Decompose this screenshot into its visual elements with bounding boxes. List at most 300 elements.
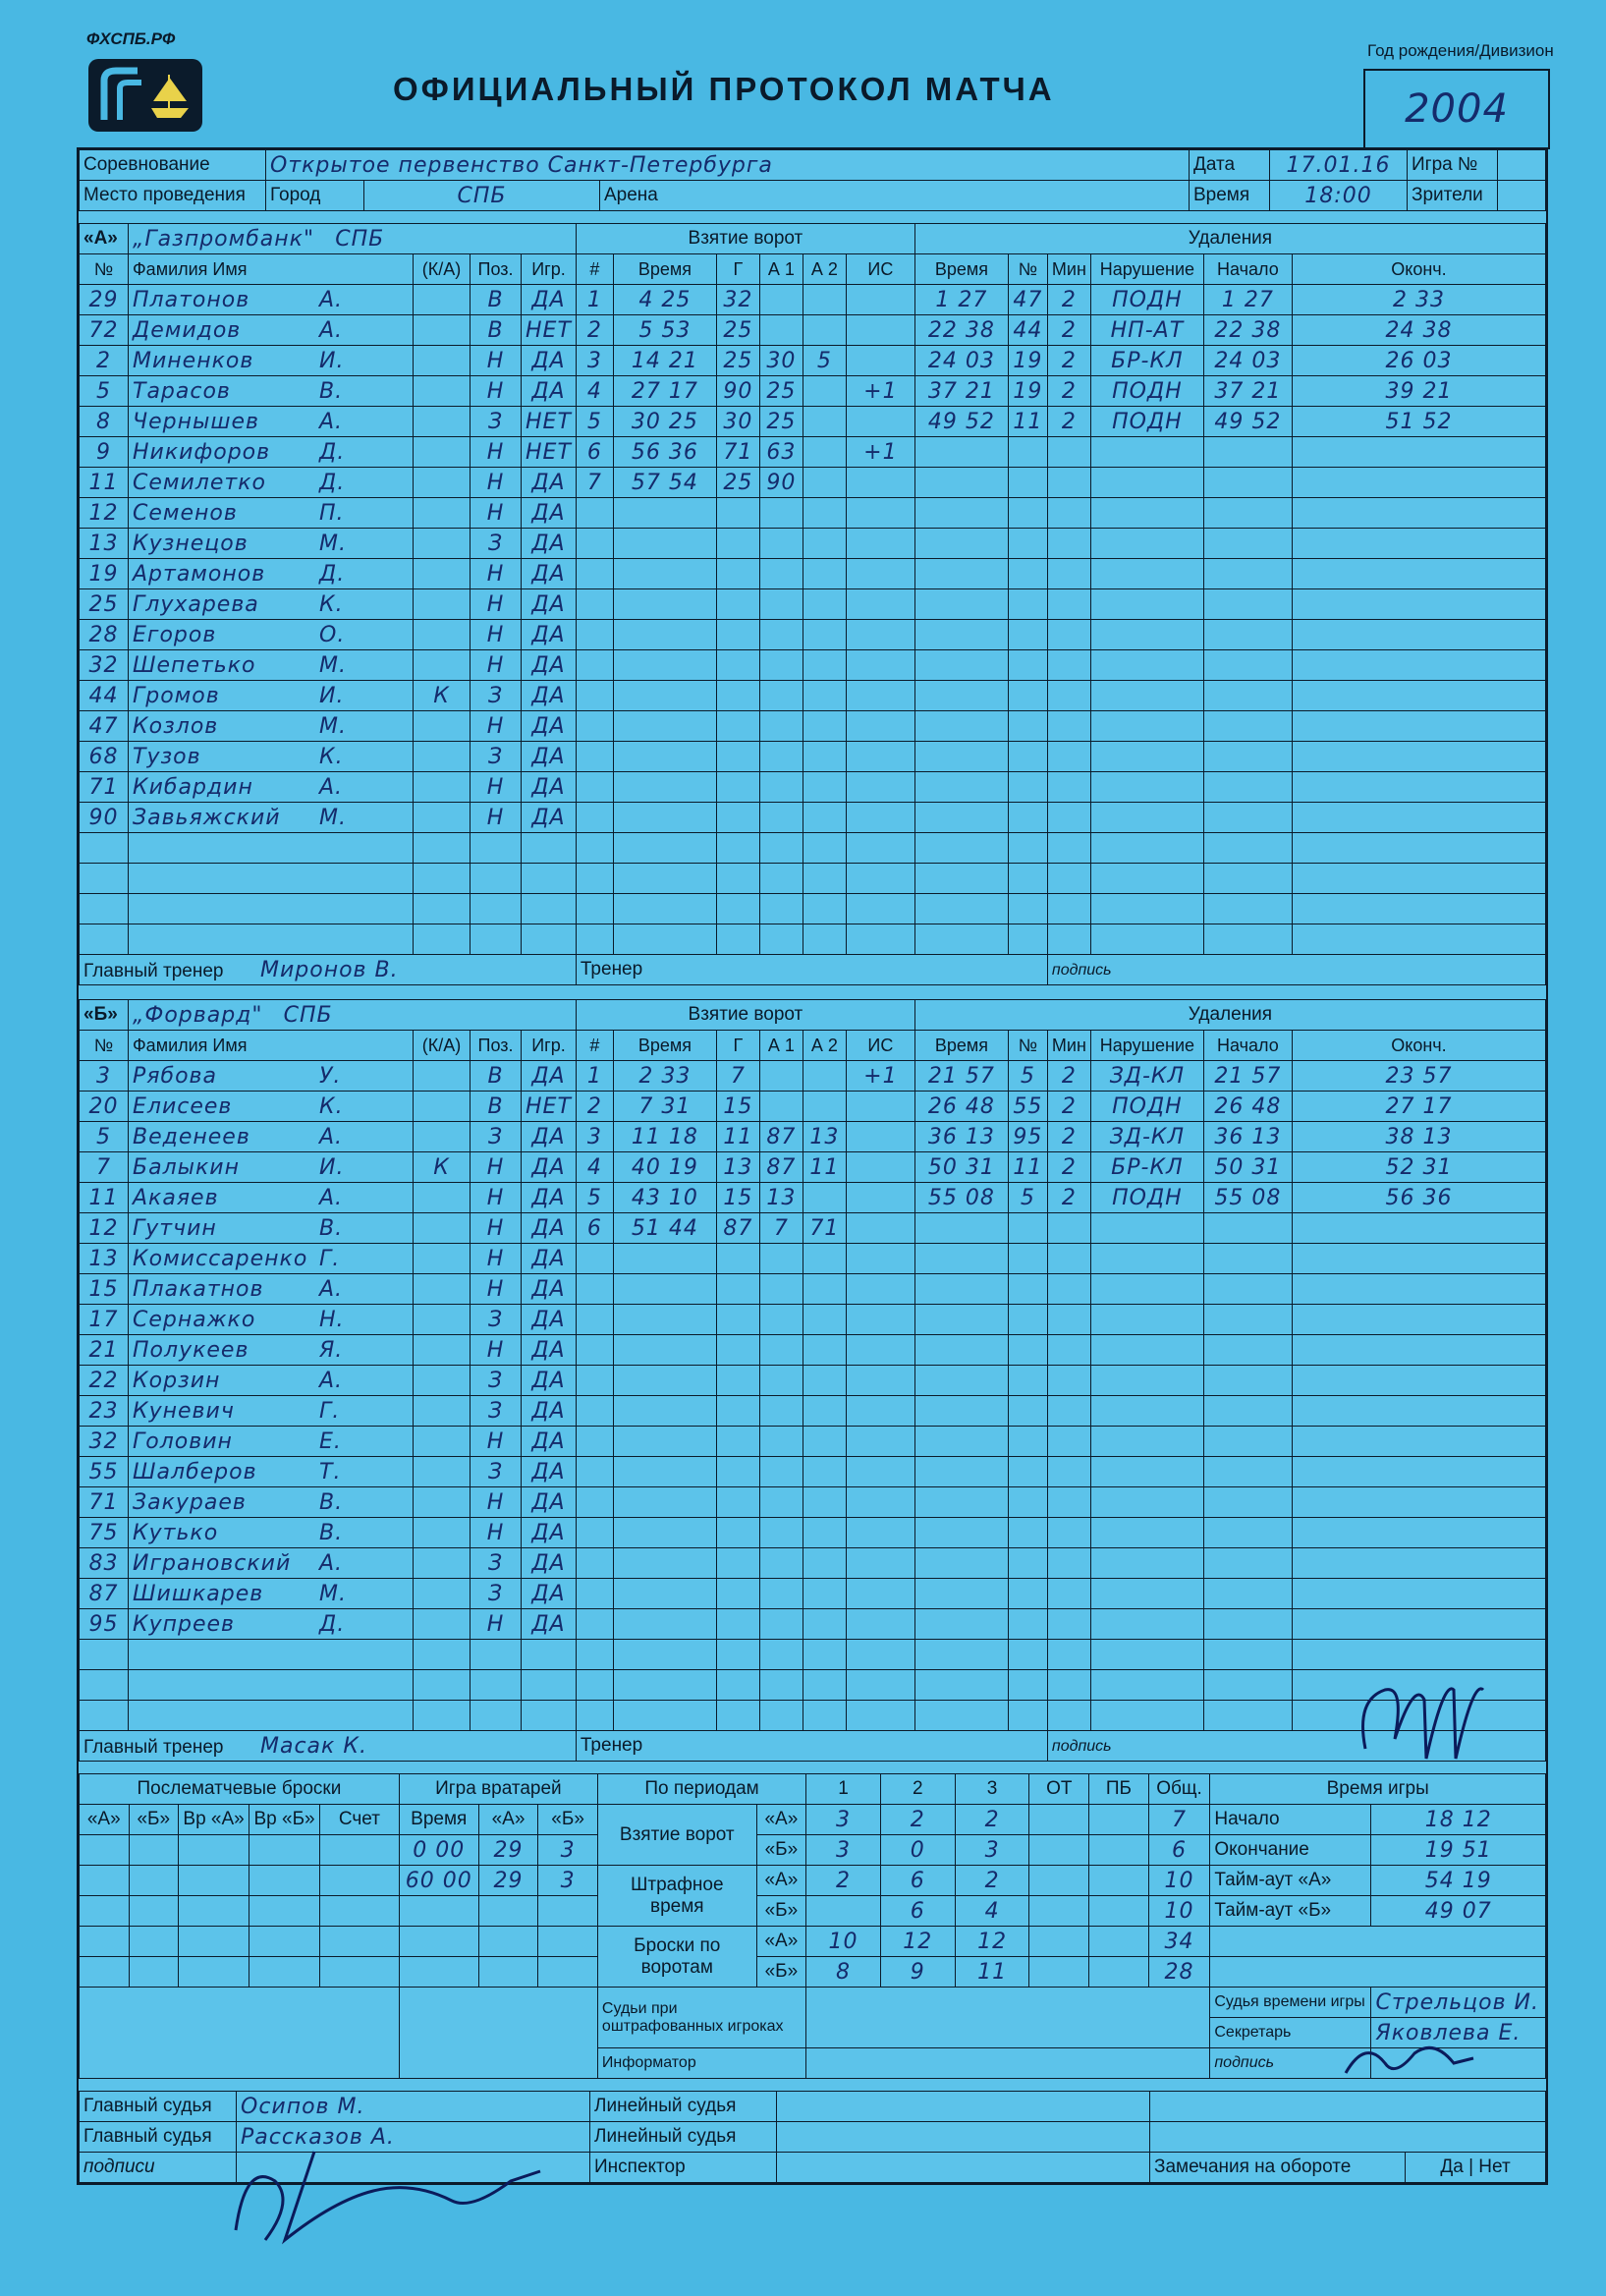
competition-value: Открытое первенство Санкт-Петербурга (266, 150, 1190, 181)
gk-col-b: «Б» (538, 1805, 598, 1835)
player-position: З (471, 1305, 522, 1335)
protocol-sheet (77, 147, 1548, 2185)
player-played: ДА (522, 376, 577, 407)
goal-is (846, 1092, 914, 1122)
player-row (80, 559, 1546, 589)
player-played: ДА (522, 559, 577, 589)
player-played: ДА (522, 620, 577, 650)
col-assist1-header: А 1 (759, 1031, 803, 1061)
player-ka (414, 315, 471, 346)
player-name-cell (129, 1579, 414, 1609)
player-position: Н (471, 1335, 522, 1366)
player-ka (414, 1305, 471, 1335)
goal-n: 7 (576, 468, 613, 498)
player-row (80, 772, 1546, 803)
player-row (80, 1609, 1546, 1640)
player-initial: К. (319, 1093, 344, 1119)
player-ka (414, 1548, 471, 1579)
player-initial: Г. (319, 1398, 341, 1424)
player-played: ДА (522, 1579, 577, 1609)
penalty-no: 11 (1008, 407, 1047, 437)
player-name-cell (129, 1244, 414, 1274)
player-name-cell (129, 376, 414, 407)
player-row (80, 407, 1546, 437)
player-name-cell (129, 1335, 414, 1366)
player-initial: А. (319, 287, 344, 312)
player-row (80, 1213, 1546, 1244)
player-played: ДА (522, 681, 577, 711)
player-position: Н (471, 1487, 522, 1518)
goal-is: +1 (846, 376, 914, 407)
player-played: НЕТ (522, 315, 577, 346)
goal-n: 4 (576, 376, 613, 407)
player-initial: И. (319, 683, 345, 708)
shootout-col-score: Счет (319, 1805, 399, 1835)
player-ka (414, 559, 471, 589)
col-goal-num-header: # (576, 254, 613, 285)
pim-b-tag: «Б» (756, 1896, 806, 1927)
summary-sign-label: подпись (1210, 2048, 1371, 2079)
col-goal-time-header: Время (613, 1031, 716, 1061)
goal-n: 3 (576, 1122, 613, 1152)
player-initial: А. (319, 774, 344, 800)
player-name-cell (129, 529, 414, 559)
goals-b-pb (1089, 1835, 1149, 1866)
player-played: ДА (522, 1061, 577, 1092)
competition-label: Соревнование (80, 150, 266, 181)
player-ka (414, 285, 471, 315)
goal-time: 40 19 (613, 1152, 716, 1183)
penalty-time: 55 08 (914, 1183, 1008, 1213)
player-name: Громов (133, 683, 220, 708)
player-ka (414, 529, 471, 559)
pim-a-p3: 2 (955, 1866, 1029, 1896)
player-name: Платонов (133, 287, 250, 312)
goal-time: 11 18 (613, 1122, 716, 1152)
player-name-cell (129, 346, 414, 376)
remarks-no[interactable]: Нет (1478, 2156, 1511, 2177)
player-ka (414, 711, 471, 742)
player-row (80, 1670, 1546, 1701)
player-number: 68 (80, 742, 129, 772)
player-name: Тузов (133, 744, 201, 769)
col-pen-min-header: Мин (1047, 254, 1090, 285)
penalty-time: 49 52 (914, 407, 1008, 437)
goal-a1: 63 (759, 437, 803, 468)
player-ka (414, 1183, 471, 1213)
head-coach-value: Миронов В. (260, 957, 399, 982)
player-ka (414, 1366, 471, 1396)
shots-b-p1: 8 (806, 1957, 881, 1988)
penalties-title: Удаления (914, 224, 1545, 254)
penalty-viol: НП-АТ (1090, 315, 1203, 346)
federation-logo-icon (86, 57, 204, 134)
player-row (80, 346, 1546, 376)
player-row (80, 1305, 1546, 1335)
penalty-no: 44 (1008, 315, 1047, 346)
player-number: 15 (80, 1274, 129, 1305)
player-initial: А. (319, 1550, 344, 1576)
penalty-viol: ПОДН (1090, 285, 1203, 315)
player-row (80, 681, 1546, 711)
player-ka (414, 620, 471, 650)
player-ka (414, 1609, 471, 1640)
player-name: Кузнецов (133, 531, 249, 556)
goal-is (846, 285, 914, 315)
penalty-end: 51 52 (1292, 407, 1545, 437)
goal-a1 (759, 315, 803, 346)
player-ka (414, 1457, 471, 1487)
penalty-no: 5 (1008, 1183, 1047, 1213)
team-b-coach-signature-icon (1346, 1660, 1513, 1778)
penalty-min: 2 (1047, 1092, 1090, 1122)
chief2-value: Рассказов А. (237, 2122, 590, 2153)
player-row (80, 650, 1546, 681)
player-initial: И. (319, 1154, 345, 1180)
goal-n: 6 (576, 1213, 613, 1244)
player-position: Н (471, 711, 522, 742)
team-a-table (79, 223, 1546, 985)
col-ka-header: (К/А) (414, 254, 471, 285)
shots-a-p2: 12 (880, 1927, 955, 1957)
player-row (80, 1122, 1546, 1152)
goal-a2 (803, 437, 846, 468)
player-position: Н (471, 803, 522, 833)
goals-b-p2: 0 (880, 1835, 955, 1866)
player-played: ДА (522, 589, 577, 620)
penalty-min: 2 (1047, 407, 1090, 437)
goal-time: 2 33 (613, 1061, 716, 1092)
end-value: 19 51 (1371, 1835, 1546, 1866)
player-number: 11 (80, 468, 129, 498)
year-box (1363, 69, 1550, 149)
goal-n: 4 (576, 1152, 613, 1183)
remarks-yes[interactable]: Да (1440, 2156, 1464, 2177)
player-initial: Д. (319, 439, 346, 465)
penalty-time: 1 27 (914, 285, 1008, 315)
player-position: Н (471, 1274, 522, 1305)
goal-n: 6 (576, 437, 613, 468)
goal-time: 56 36 (613, 437, 716, 468)
pim-a-p1: 2 (806, 1866, 881, 1896)
penalty-viol: БР-КЛ (1090, 1152, 1203, 1183)
player-name: Балыкин (133, 1154, 240, 1180)
penalty-min: 2 (1047, 1152, 1090, 1183)
goal-time: 43 10 (613, 1183, 716, 1213)
goal-is (846, 315, 914, 346)
col-goal-num-header: # (576, 1031, 613, 1061)
goal-a1: 7 (759, 1213, 803, 1244)
goal-g: 11 (716, 1122, 759, 1152)
player-position: Н (471, 1183, 522, 1213)
goal-a1: 30 (759, 346, 803, 376)
player-name: Тарасов (133, 378, 231, 404)
player-number: 5 (80, 1122, 129, 1152)
player-initial: М. (319, 531, 347, 556)
player-number: 9 (80, 437, 129, 468)
player-row (80, 1427, 1546, 1457)
player-initial: Д. (319, 1611, 346, 1637)
player-played: ДА (522, 742, 577, 772)
goal-g: 13 (716, 1152, 759, 1183)
player-row (80, 742, 1546, 772)
player-name: Полукеев (133, 1337, 249, 1363)
penalty-no: 19 (1008, 346, 1047, 376)
shootout-title: Послематчевые броски (80, 1774, 400, 1805)
col-goal-scorer-header: Г (716, 1031, 759, 1061)
player-ka (414, 1487, 471, 1518)
city-value: СПБ (364, 181, 600, 211)
pim-b-p3: 4 (955, 1896, 1029, 1927)
player-name-cell (129, 1487, 414, 1518)
player-name-cell (129, 1122, 414, 1152)
player-initial: М. (319, 713, 347, 739)
player-name: Шишкарев (133, 1581, 264, 1606)
gk-row1-time: 0 00 (399, 1835, 478, 1866)
player-name: Семилетко (133, 470, 266, 495)
player-position: З (471, 529, 522, 559)
penalty-time: 36 13 (914, 1122, 1008, 1152)
goals-b-total: 6 (1148, 1835, 1210, 1866)
player-row (80, 1701, 1546, 1731)
col-pen-start-header: Начало (1203, 1031, 1292, 1061)
penalty-viol: ЗД-КЛ (1090, 1122, 1203, 1152)
player-name-cell (129, 1548, 414, 1579)
player-name: Никифоров (133, 439, 271, 465)
player-position: Н (471, 559, 522, 589)
game-no-value[interactable] (1498, 150, 1546, 181)
player-number: 19 (80, 559, 129, 589)
player-number: 90 (80, 803, 129, 833)
player-ka (414, 1122, 471, 1152)
goal-a2: 11 (803, 1152, 846, 1183)
player-name-cell (129, 468, 414, 498)
player-name-cell (129, 681, 414, 711)
player-played: ДА (522, 346, 577, 376)
player-ka (414, 650, 471, 681)
player-position: Н (471, 468, 522, 498)
shots-b-tag: «Б» (756, 1957, 806, 1988)
player-name: Куневич (133, 1398, 235, 1424)
player-ka (414, 437, 471, 468)
goal-time: 7 31 (613, 1092, 716, 1122)
timeout-b-label: Тайм-аут «Б» (1210, 1896, 1371, 1927)
player-name: Купреев (133, 1611, 236, 1637)
player-name: Гутчин (133, 1215, 217, 1241)
goal-n: 1 (576, 1061, 613, 1092)
penalty-min: 2 (1047, 315, 1090, 346)
shots-a-p3: 12 (955, 1927, 1029, 1957)
col-pen-end-header: Оконч. (1292, 1031, 1545, 1061)
player-name: Миненков (133, 348, 254, 373)
team-city: СПБ (283, 1002, 333, 1028)
head-coach-label: Главный тренер (83, 960, 224, 981)
player-name: Семенов (133, 500, 238, 526)
player-row (80, 1274, 1546, 1305)
goal-a2 (803, 1061, 846, 1092)
penalty-end: 27 17 (1292, 1092, 1545, 1122)
penalty-no: 5 (1008, 1061, 1047, 1092)
goal-n: 1 (576, 285, 613, 315)
player-played: ДА (522, 468, 577, 498)
goal-n: 5 (576, 1183, 613, 1213)
end-label: Окончание (1210, 1835, 1371, 1866)
player-initial: А. (319, 1276, 344, 1302)
team-name: „Газпромбанк" (133, 226, 315, 252)
player-name: Демидов (133, 317, 242, 343)
player-row (80, 1335, 1546, 1366)
player-played: ДА (522, 1457, 577, 1487)
penalty-min: 2 (1047, 1061, 1090, 1092)
player-initial: М. (319, 1581, 347, 1606)
player-name-cell (129, 620, 414, 650)
player-row (80, 1487, 1546, 1518)
goals-a-p3: 2 (955, 1805, 1029, 1835)
goal-is (846, 1213, 914, 1244)
penalty-time: 22 38 (914, 315, 1008, 346)
player-position: З (471, 1457, 522, 1487)
player-row (80, 864, 1546, 894)
player-played: ДА (522, 1518, 577, 1548)
goal-g: 25 (716, 468, 759, 498)
player-ka (414, 376, 471, 407)
player-row (80, 894, 1546, 924)
penalty-no: 19 (1008, 376, 1047, 407)
player-row (80, 924, 1546, 955)
col-pen-time-header: Время (914, 1031, 1008, 1061)
remarks-choice[interactable] (1406, 2153, 1546, 2183)
col-pen-no-header: № (1008, 254, 1047, 285)
player-number: 22 (80, 1366, 129, 1396)
player-played: НЕТ (522, 437, 577, 468)
player-played: НЕТ (522, 407, 577, 437)
player-row (80, 1579, 1546, 1609)
penalty-end: 38 13 (1292, 1122, 1545, 1152)
spectators-value[interactable] (1498, 181, 1546, 211)
player-name-cell (129, 1396, 414, 1427)
goal-a2 (803, 285, 846, 315)
penalties-title: Удаления (914, 1000, 1545, 1031)
player-row (80, 1548, 1546, 1579)
penalty-no: 47 (1008, 285, 1047, 315)
player-number: 3 (80, 1061, 129, 1092)
player-number: 44 (80, 681, 129, 711)
goal-a1: 87 (759, 1152, 803, 1183)
player-name-cell (129, 589, 414, 620)
player-number: 28 (80, 620, 129, 650)
player-initial: В. (319, 378, 344, 404)
gk-row2-time: 60 00 (399, 1866, 478, 1896)
player-position: В (471, 285, 522, 315)
player-name-cell (129, 498, 414, 529)
shootout-col-vrb: Вр «Б» (249, 1805, 320, 1835)
penalty-viol: ЗД-КЛ (1090, 1061, 1203, 1092)
player-played: ДА (522, 1183, 577, 1213)
penalty-no: 95 (1008, 1122, 1047, 1152)
player-played: ДА (522, 1213, 577, 1244)
player-number: 95 (80, 1609, 129, 1640)
team-tag: «Б» (80, 1000, 129, 1031)
player-played: ДА (522, 1152, 577, 1183)
player-number: 2 (80, 346, 129, 376)
player-name: Шалберов (133, 1459, 257, 1484)
player-initial: А. (319, 1185, 344, 1210)
goal-time: 4 25 (613, 285, 716, 315)
penalty-min: 2 (1047, 1122, 1090, 1152)
player-name: Акаяев (133, 1185, 219, 1210)
penalty-start: 1 27 (1203, 285, 1292, 315)
penalty-no: 55 (1008, 1092, 1047, 1122)
goal-g: 87 (716, 1213, 759, 1244)
spectators-label: Зрители (1408, 181, 1498, 211)
player-name: Козлов (133, 713, 219, 739)
informer-label: Информатор (597, 2048, 805, 2079)
player-ka (414, 742, 471, 772)
player-number: 13 (80, 529, 129, 559)
player-name: Веденеев (133, 1124, 250, 1149)
goal-is (846, 346, 914, 376)
player-ka (414, 468, 471, 498)
gametime-title: Время игры (1210, 1774, 1546, 1805)
head-coach-value: Масак К. (260, 1733, 367, 1759)
player-initial: Т. (319, 1459, 342, 1484)
player-initial: П. (319, 500, 345, 526)
player-ka (414, 1274, 471, 1305)
penalty-viol: ПОДН (1090, 407, 1203, 437)
player-row (80, 468, 1546, 498)
player-initial: Д. (319, 561, 346, 587)
referee-signatures-icon (216, 2142, 609, 2250)
player-number: 12 (80, 498, 129, 529)
player-ka (414, 1427, 471, 1457)
player-played: ДА (522, 1122, 577, 1152)
penalty-viol: ПОДН (1090, 376, 1203, 407)
goal-a1 (759, 1092, 803, 1122)
shootout-col-vra: Вр «А» (179, 1805, 249, 1835)
player-played: ДА (522, 1366, 577, 1396)
player-position: В (471, 1061, 522, 1092)
player-position: З (471, 1396, 522, 1427)
player-name: Рябова (133, 1063, 217, 1089)
goal-a1: 87 (759, 1122, 803, 1152)
signs-label: подписи (80, 2153, 237, 2183)
city-label: Город (266, 181, 364, 211)
player-initial: К. (319, 591, 344, 617)
col-no-header: № (80, 1031, 129, 1061)
period-ot-header: ОТ (1029, 1774, 1089, 1805)
team-b-table (79, 999, 1546, 1762)
coach-sign-label: подпись (1051, 962, 1112, 979)
player-number: 29 (80, 285, 129, 315)
date-label: Дата (1190, 150, 1270, 181)
penalty-viol: ПОДН (1090, 1183, 1203, 1213)
penalty-time: 50 31 (914, 1152, 1008, 1183)
goal-a2: 13 (803, 1122, 846, 1152)
player-number: 17 (80, 1305, 129, 1335)
player-name-cell (129, 1609, 414, 1640)
penalty-min: 2 (1047, 376, 1090, 407)
coach-sign-label: подпись (1051, 1738, 1112, 1755)
secretary-value: Яковлева Е. (1371, 2018, 1546, 2048)
penalty-min: 2 (1047, 1183, 1090, 1213)
player-position: З (471, 681, 522, 711)
player-number: 25 (80, 589, 129, 620)
period-2-header: 2 (880, 1774, 955, 1805)
player-number: 8 (80, 407, 129, 437)
line2-label: Линейный судья (590, 2122, 777, 2153)
player-name: Глухарева (133, 591, 259, 617)
shootout-col-a: «А» (80, 1805, 130, 1835)
